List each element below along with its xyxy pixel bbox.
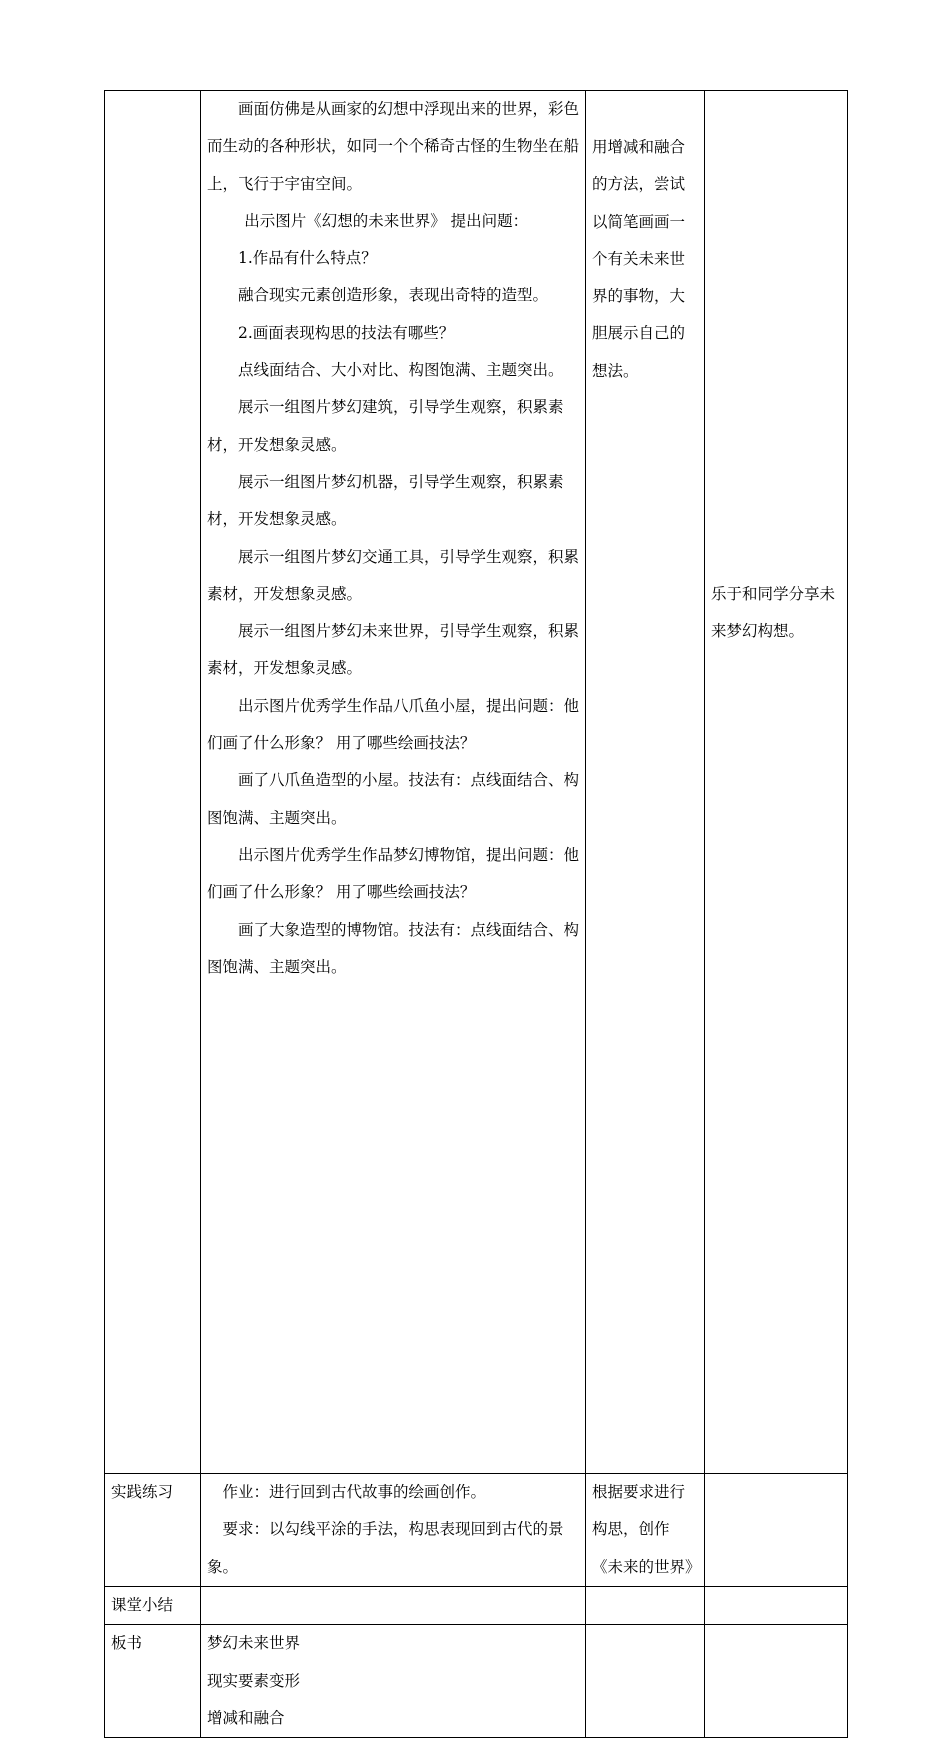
content-paragraph: 画了大象造型的博物馆。技法有：点线面结合、构图饱满、主题突出。	[207, 920, 580, 976]
content-paragraph: 融合现实元素创造形象，表现出奇特的造型。	[238, 286, 549, 305]
board-line: 现实要素变形	[207, 1671, 301, 1690]
content-paragraph: 作业：进行回到古代故事的绘画创作。	[222, 1483, 487, 1501]
content-paragraph: 2.画面表现构思的技法有哪些？	[238, 323, 455, 342]
teaching-content-cell	[201, 91, 586, 1474]
summary-row	[105, 1587, 848, 1625]
board-line: 梦幻未来世界	[207, 1634, 301, 1653]
content-paragraph: 要求：以勾线平涂的手法，构思表现回到古代的景象。	[207, 1520, 564, 1576]
teaching-process-row	[105, 91, 848, 1474]
practice-design-intent	[705, 1474, 848, 1587]
content-paragraph: 1.作品有什么特点？	[238, 249, 377, 268]
teaching-row-label	[105, 91, 201, 1474]
practice-content-cell	[201, 1474, 586, 1587]
practice-label: 实践练习	[105, 1474, 201, 1587]
lesson-plan-table	[104, 90, 848, 1738]
board-student-activity	[586, 1625, 705, 1738]
summary-label: 课堂小结	[105, 1587, 201, 1625]
practice-student-activity: 根据要求进行构思，创作《未来的世界》	[586, 1474, 705, 1587]
board-row	[105, 1625, 848, 1738]
content-paragraph: 出示图片优秀学生作品梦幻博物馆，提出问题：他们画了什么形象？ 用了哪些绘画技法？	[207, 845, 580, 902]
board-design-intent	[705, 1625, 848, 1738]
summary-student-activity	[586, 1587, 705, 1625]
content-paragraph: 出示图片《幻想的未来世界》 提出问题：	[244, 211, 529, 230]
content-paragraph: 展示一组图片梦幻交通工具，引导学生观察，积累素材，开发想象灵感。	[207, 547, 580, 603]
practice-row	[105, 1474, 848, 1587]
design-intent-cell: 乐于和同学分享未来梦幻构想。	[705, 91, 848, 1474]
content-paragraph: 展示一组图片梦幻机器，引导学生观察，积累素材，开发想象灵感。	[207, 472, 564, 529]
content-paragraph: 展示一组图片梦幻未来世界，引导学生观察，积累素材，开发想象灵感。	[207, 622, 580, 678]
summary-design-intent	[705, 1587, 848, 1625]
content-paragraph: 展示一组图片梦幻建筑，引导学生观察，积累素材，开发想象灵感。	[207, 398, 564, 454]
content-paragraph: 画了八爪鱼造型的小屋。技法有：点线面结合、构图饱满、主题突出。	[207, 771, 580, 827]
content-paragraph: 画面仿佛是从画家的幻想中浮现出来的世界，彩色而生动的各种形状，如同一个个稀奇古怪的生物坐在船上，飞行于宇宙空间。	[207, 100, 580, 193]
board-content-cell	[201, 1625, 586, 1738]
board-label: 板书	[105, 1625, 201, 1738]
board-line: 增减和融合	[207, 1708, 285, 1727]
summary-content-cell	[201, 1587, 586, 1625]
content-paragraph: 点线面结合、大小对比、构图饱满、主题突出。	[238, 361, 564, 380]
content-paragraph: 出示图片优秀学生作品八爪鱼小屋，提出问题：他们画了什么形象？ 用了哪些绘画技法？	[207, 696, 580, 753]
student-activity-cell: 用增减和融合的方法，尝试以简笔画画一个有关未来世界的事物，大胆展示自己的想法。	[586, 91, 705, 1474]
